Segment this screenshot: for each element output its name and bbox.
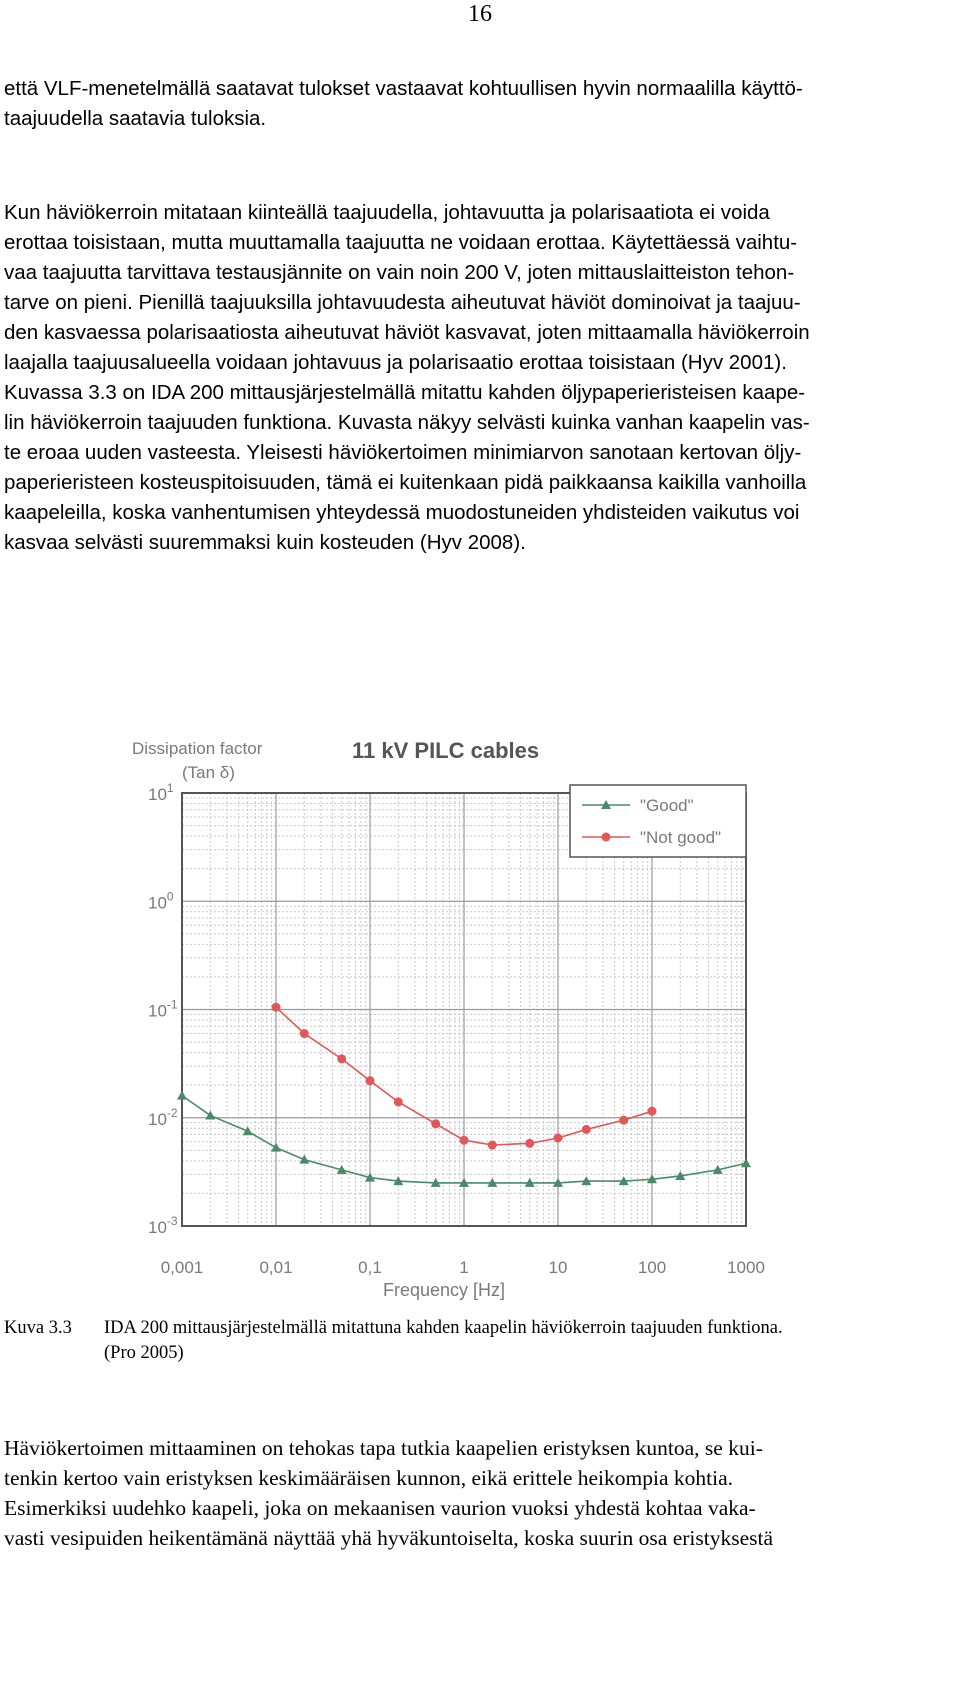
- y-tick-label: $10^{-3}$: [148, 1214, 178, 1237]
- text-line: tenkin kertoo vain eristyksen keskimääräisen kunnon, eikä erittele heikompia kohtia.: [4, 1466, 733, 1490]
- text-line: den kasvaessa polarisaatiosta aiheutuvat häviöt kasvavat, joten mittaamalla häviökerroin: [4, 321, 810, 344]
- paragraph-2: [4, 198, 958, 558]
- data-point-not-good: [337, 1054, 346, 1063]
- x-tick-label: 0,001: [160, 1258, 204, 1277]
- data-point-not-good: [488, 1141, 497, 1150]
- x-tick-label: 100: [637, 1258, 667, 1277]
- x-tick-label: 10: [548, 1258, 568, 1277]
- text-line: laajalla taajuusalueella voidaan johtavuus ja polarisaatio erottaa toisistaan (Hyv 2001).: [4, 351, 787, 374]
- text-line: erottaa toisistaan, mutta muuttamalla taajuutta ne voidaan erottaa. Käytettäessä vaihtu-: [4, 231, 798, 254]
- caption-text: IDA 200 mittausjärjestelmällä mitattuna kahden kaapelin häviökerroin taajuuden funktiona.: [104, 1318, 783, 1338]
- x-tick-label: 1: [459, 1258, 469, 1277]
- x-tick-label: 0,1: [358, 1258, 382, 1277]
- figure-dissipation-factor-chart: [120, 718, 810, 1308]
- text-line: lin häviökerroin taajuuden funktiona. Kuvasta näkyy selvästi kuinka vanhan kaapelin vas-: [4, 411, 810, 434]
- text-line: Kun häviökerroin mitataan kiinteällä taajuudella, johtavuutta ja polarisaatiota ei voida: [4, 201, 770, 224]
- text-line: että VLF-menetelmällä saatavat tulokset vastaavat kohtuullisen hyvin normaalilla käyttö-: [4, 77, 803, 100]
- data-point-not-good: [300, 1029, 309, 1038]
- paragraph-3: [4, 1433, 958, 1553]
- y-tick-label: $10^{-2}$: [148, 1105, 178, 1129]
- y-axis-label: Dissipation factor: [132, 739, 263, 758]
- text-line: taajuudella saatavia tuloksia.: [4, 107, 267, 130]
- legend-marker-not-good: [602, 833, 611, 842]
- text-line: Kuvassa 3.3 on IDA 200 mittausjärjestelmällä mitattu kahden öljypaperieristeisen kaape-: [4, 381, 806, 404]
- legend-label: "Not good": [640, 828, 722, 847]
- text-line: kaapeleilla, koska vanhentumisen yhteydessä muodostuneiden yhdisteiden vaikutus voi: [4, 501, 800, 524]
- caption-label: Kuva 3.3: [4, 1318, 72, 1338]
- text-line: kasvaa selvästi suuremmaksi kuin kosteuden (Hyv 2008).: [4, 531, 526, 554]
- data-point-not-good: [525, 1139, 534, 1148]
- text-line: tarve on pieni. Pienillä taajuuksilla johtavuudesta aiheutuvat häviöt dominoivat ja taajuu-: [4, 291, 801, 314]
- data-point-not-good: [619, 1116, 628, 1125]
- page-number: 16: [468, 1, 492, 27]
- text-line: Häviökertoimen mittaaminen on tehokas tapa tutkia kaapelien eristyksen kuntoa, se kui-: [4, 1436, 763, 1460]
- chart-title: 11 kV PILC cables: [352, 738, 540, 763]
- caption-source: (Pro 2005): [104, 1343, 184, 1363]
- data-point-not-good: [431, 1119, 440, 1128]
- y-tick-label: $10^1$: [148, 781, 174, 804]
- data-point-not-good: [366, 1076, 375, 1085]
- text-line: vaa taajuutta tarvittava testausjännite on vain noin 200 V, joten mittauslaitteiston tehon-: [4, 261, 795, 284]
- x-tick-label: 0,01: [259, 1258, 293, 1277]
- text-line: vasti vesipuiden heikentämänä näyttää yhä hyväkuntoiselta, koska suurin osa eristyksestä: [4, 1526, 774, 1550]
- text-line: paperieristeen kosteuspitoisuuden, tämä ei kuitenkaan pidä paikkaansa kaikilla vanhoilla: [4, 471, 807, 494]
- data-point-not-good: [460, 1136, 469, 1145]
- data-point-not-good: [582, 1125, 591, 1134]
- chart-svg: [120, 718, 810, 1308]
- y-axis-label-unit: (Tan δ): [182, 763, 235, 782]
- data-point-not-good: [394, 1097, 403, 1106]
- text-line: te eroaa uuden vasteesta. Yleisesti häviökertoimen minimiarvon sanotaan kertovan öljy-: [4, 441, 802, 464]
- y-tick-label: $10^0$: [148, 889, 174, 913]
- data-point-not-good: [554, 1134, 563, 1143]
- x-axis-label: Frequency [Hz]: [382, 1280, 506, 1300]
- data-point-not-good: [272, 1003, 281, 1012]
- x-tick-label: 1000: [727, 1258, 765, 1277]
- text-line: Esimerkiksi uudehko kaapeli, joka on mekaanisen vaurion vuoksi yhdestä kohtaa vaka-: [4, 1496, 756, 1520]
- y-tick-label: $10^{-1}$: [148, 997, 178, 1021]
- paragraph-1: [4, 74, 958, 134]
- legend-label: "Good": [640, 796, 694, 815]
- data-point-not-good: [648, 1107, 657, 1116]
